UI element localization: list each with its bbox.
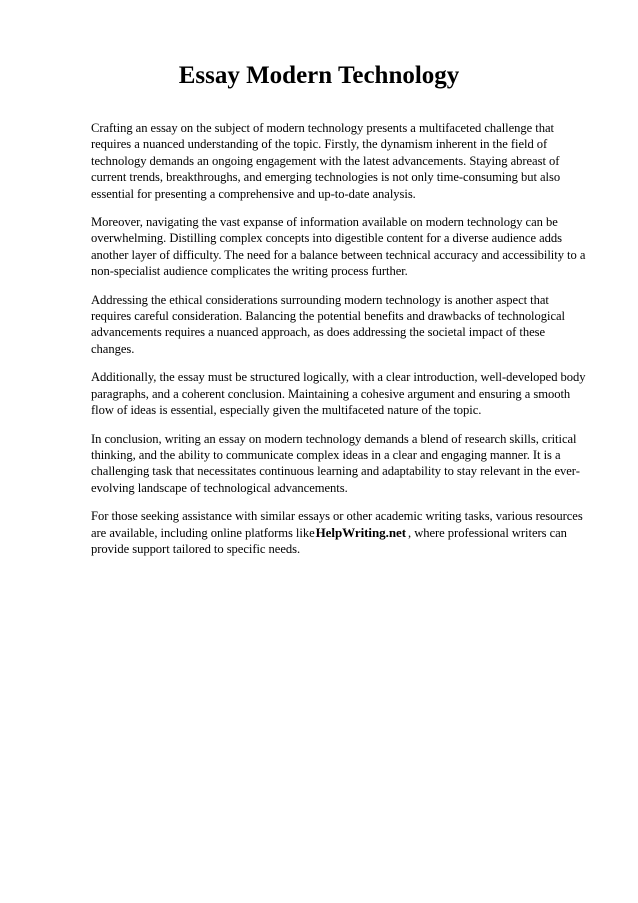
paragraph-intro: Crafting an essay on the subject of modern technology presents a multifaceted challenge that requires a nuanced understanding of the topic. Firstly, the dynamism inherent in the field of technology demands an ongoing engagement with the latest advancements. Staying abreast of current trends, breakthroughs, and emerging technologies is not only time-consuming but also essential for presenting a comprehensive and up-to-date analysis. <box>91 121 561 201</box>
closing-text-after-link: , where professional writers can provide support tailored to specific needs. <box>91 525 567 556</box>
document-body <box>91 120 591 569</box>
document-title: Essay Modern Technology <box>178 62 460 89</box>
helpwriting-link[interactable]: HelpWriting.net <box>315 524 406 540</box>
closing-text-before-link: For those seeking assistance with similar essays or other academic writing tasks, various resources are available, including online platforms like <box>91 509 583 540</box>
paragraph-ethics: Addressing the ethical considerations surrounding modern technology is another aspect that requires careful consideration. Balancing the potential benefits and drawbacks of technological advancements requires a nuanced approach, as does addressing the societal impact of these changes. <box>91 292 565 356</box>
paragraph-closing <box>91 508 591 557</box>
paragraph-structure: Additionally, the essay must be structured logically, with a clear introduction, well-developed body paragraphs, and a coherent conclusion. Maintaining a cohesive argument and ensuring a smooth flow of ideas is essential, especially given the multifaceted nature of the topic. <box>91 370 586 418</box>
paragraph-information: Moreover, navigating the vast expanse of information available on modern technology can be overwhelming. Distilling complex concepts into digestible content for a diverse audience adds another layer of difficulty. The need for a balance between technical accuracy and accessibility to a non-specialist audience complicates the writing process further. <box>91 215 586 279</box>
paragraph-conclusion: In conclusion, writing an essay on modern technology demands a blend of research skills, critical thinking, and the ability to communicate complex ideas in a clear and engaging manner. It is a challenging task that necessitates continuous learning and adaptability to stay relevant in the ever-evolving landscape of technological advancements. <box>91 431 580 495</box>
